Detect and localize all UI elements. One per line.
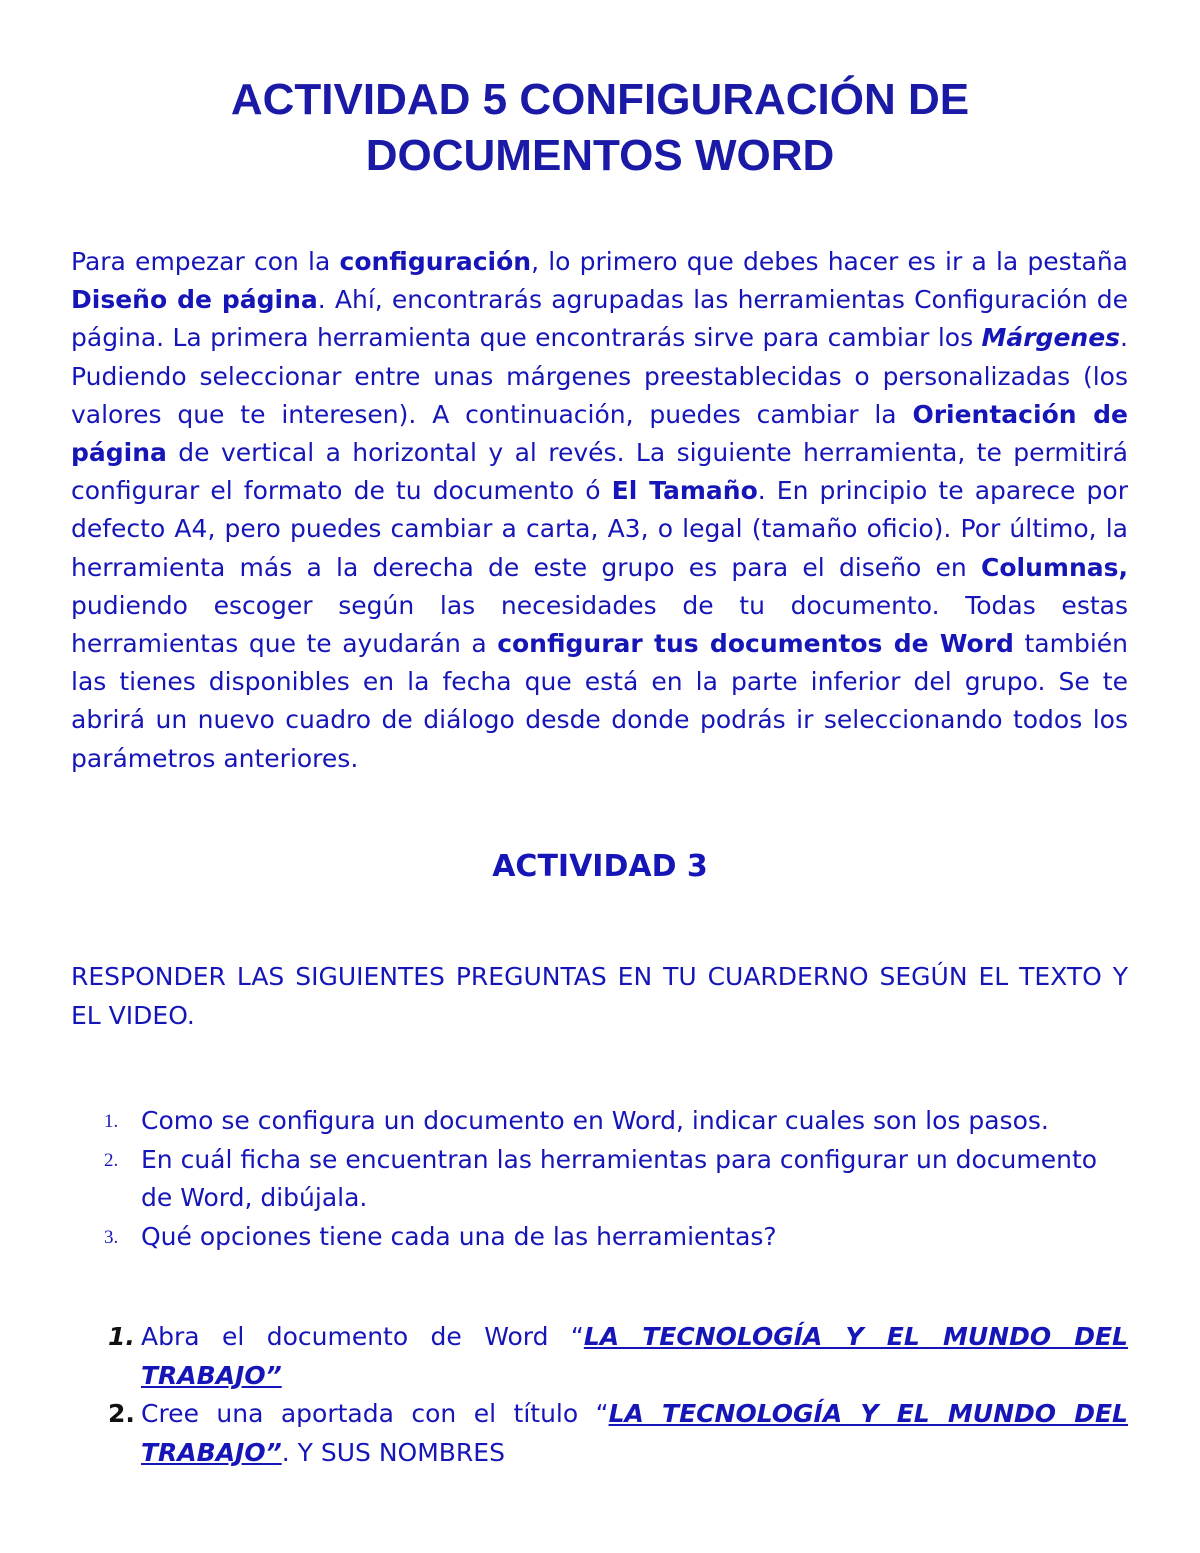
question-text: Qué opciones tiene cada una de las herramientas? <box>141 1221 777 1251</box>
page-title <box>100 72 1100 184</box>
document-title-link[interactable]: LA TECNOLOGÍA Y EL MUNDO DEL TRABAJO” <box>141 1322 1128 1390</box>
bold-columnas: Columnas, <box>981 552 1128 582</box>
text-run: pudiendo escoger según las necesidades de tu documento. Todas estas herramientas que te ayudarán a <box>71 590 1128 659</box>
list-number: 1. <box>108 1322 135 1351</box>
text-run: . Ahí, encontrarás agrupadas las herramientas Configuración de página. La primera herramienta que encontrarás sirve para cambiar los <box>71 285 1128 353</box>
task-text: Cree una aportada con el título “ <box>141 1399 609 1428</box>
list-number: 1. <box>104 1111 119 1132</box>
list-item <box>71 1318 1128 1395</box>
intro-paragraph <box>71 243 1128 778</box>
bold-el-tamano: El Tamaño <box>611 476 758 506</box>
text-run: Para empezar con la <box>71 247 340 276</box>
bold-margenes <box>981 323 1120 352</box>
text-run: de vertical a horizontal y al revés. La siguiente herramienta, te permitirá configurar el formato de tu documento ó <box>71 438 1128 506</box>
text-run: . Pudiendo seleccionar entre unas márgenes preestablecidas o personalizadas (los valores que te interesen). A continuación, puedes cambiar la <box>71 323 1128 429</box>
title-line-1: ACTIVIDAD 5 CONFIGURACIÓN DE <box>230 75 970 124</box>
text-run: también las tienes disponibles en la fecha que está en la parte inferior del grupo. Se te abrirá un nuevo cuadro de diálogo desde donde podrás ir seleccionando todos los parámetros anteriores. <box>71 629 1128 773</box>
italic-margenes: Márgenes <box>981 323 1121 353</box>
list-item <box>71 1218 1128 1257</box>
list-number: 2. <box>108 1399 135 1428</box>
tasks-list <box>71 1318 1128 1472</box>
section-title: ACTIVIDAD 3 <box>492 849 708 884</box>
task-text: Abra el documento de Word “ <box>141 1322 584 1351</box>
bold-orientacion: Orientación de página <box>71 399 1128 468</box>
list-number: 3. <box>104 1226 119 1248</box>
document-title-link[interactable]: LA TECNOLOGÍA Y EL MUNDO DEL TRABAJO” <box>141 1399 1128 1467</box>
list-item <box>71 1141 1128 1218</box>
bold-diseno-de-pagina: Diseño de página <box>71 285 318 315</box>
text-run: , lo primero que debes hacer es ir a la pestaña <box>531 247 1128 276</box>
questions-list <box>71 1102 1128 1256</box>
bold-configurar-documentos: configurar tus documentos de Word <box>497 629 1014 659</box>
bold-configuracion: configuración <box>339 247 532 276</box>
list-number: 2. <box>104 1149 119 1171</box>
text-run: . En principio te aparece por defecto A4, pero puedes cambiar a carta, A3, o legal (tamaño oficio). Por último, la herramienta más a la derecha de este grupo es para el diseño en <box>71 476 1128 582</box>
task-suffix: . Y SUS NOMBRES <box>281 1437 505 1467</box>
question-text: En cuál ficha se encuentran las herramientas para configurar un documento de Word, dibújala. <box>141 1144 1098 1212</box>
list-item <box>71 1102 1128 1141</box>
instructions-text: RESPONDER LAS SIGUIENTES PREGUNTAS EN TU CUARDERNO SEGÚN EL TEXTO Y EL VIDEO. <box>71 962 1128 1030</box>
list-item <box>71 1395 1128 1472</box>
question-text: Como se configura un documento en Word, indicar cuales son los pasos. <box>141 1106 1049 1135</box>
title-line-2: DOCUMENTOS WORD <box>365 131 835 180</box>
